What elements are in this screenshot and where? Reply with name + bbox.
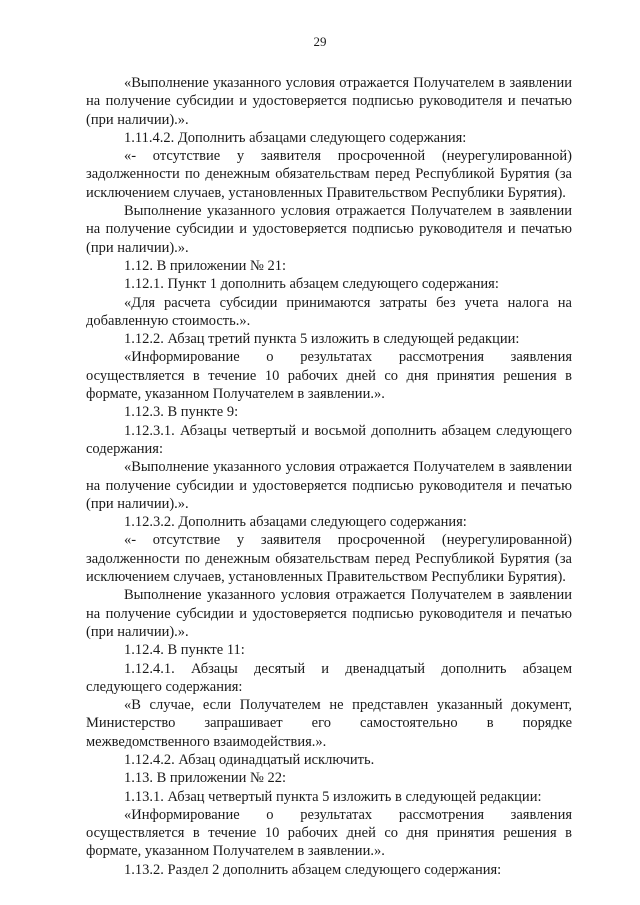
paragraph: «В случае, если Получателем не представлен указанный документ, Министерство запрашивает его самостоятельно в порядке межведомственного взаимодействия.». (86, 697, 572, 750)
paragraph: «Информирование о результатах рассмотрения заявления осуществляется в течение 10 рабочих дней со дня принятия решения в формате, указанном Получателем в заявлении.». (86, 806, 572, 860)
paragraph: 1.12.4. В пункте 11: (124, 642, 245, 659)
paragraph: «- отсутствие у заявителя просроченной (неурегулированной) задолженности по денежным обязательствам перед Республикой Бурятия (за исключением случаев, установленных Правительством Республики Бурятия). (86, 148, 572, 201)
paragraph: «- отсутствие у заявителя просроченной (неурегулированной) задолженности по денежным обязательствам перед Республикой Бурятия (за исключением случаев, установленных Правительством Республики Бурятия). (86, 532, 572, 586)
paragraph: 1.12.1. Пункт 1 дополнить абзацем следующего содержания: (124, 276, 499, 293)
paragraph: Выполнение указанного условия отражается Получателем в заявлении на получение субсидии и удостоверяется подписью руководителя и печатью (при наличии).». (86, 587, 572, 640)
paragraph: 1.12.3. В пункте 9: (124, 404, 239, 421)
paragraph: 1.12.2. Абзац третий пункта 5 изложить в следующей редакции: (124, 331, 520, 348)
paragraph: 1.13.2. Раздел 2 дополнить абзацем следующего содержания: (124, 861, 502, 878)
paragraph: 1.12.3.2. Дополнить абзацами следующего содержания: (124, 514, 467, 531)
paragraph: «Выполнение указанного условия отражается Получателем в заявлении на получение субсидии и удостоверяется подписью руководителя и печатью (при наличии).». (86, 75, 572, 128)
paragraph: 1.12.3.1. Абзацы четвертый и восьмой дополнить абзацем следующего содержания: (86, 422, 572, 457)
paragraph: 1.13.1. Абзац четвертый пункта 5 изложить в следующей редакции: (124, 788, 542, 805)
page-number: 29 (313, 34, 327, 49)
paragraph: «Для расчета субсидии принимаются затраты без учета налога на добавленную стоимость.». (86, 294, 572, 329)
paragraph: 1.12.4.2. Абзац одинадцатый исключить. (124, 751, 375, 768)
paragraph: Выполнение указанного условия отражается Получателем в заявлении на получение субсидии и удостоверяется подписью руководителя и печатью (при наличии).». (86, 203, 572, 256)
paragraph: 1.12. В приложении № 21: (124, 257, 286, 274)
paragraph: «Информирование о результатах рассмотрения заявления осуществляется в течение 10 рабочих дней со дня принятия решения в формате, указанном Получателем в заявлении.». (86, 349, 572, 403)
paragraph: «Выполнение указанного условия отражается Получателем в заявлении на получение субсидии и удостоверяется подписью руководителя и печатью (при наличии).». (86, 459, 572, 512)
paragraph: 1.13. В приложении № 22: (124, 770, 286, 787)
paragraph: 1.12.4.1. Абзацы десятый и двенадцатый дополнить абзацем следующего содержания: (86, 660, 572, 695)
document-body (86, 74, 572, 879)
paragraph: 1.11.4.2. Дополнить абзацами следующего содержания: (124, 129, 467, 146)
